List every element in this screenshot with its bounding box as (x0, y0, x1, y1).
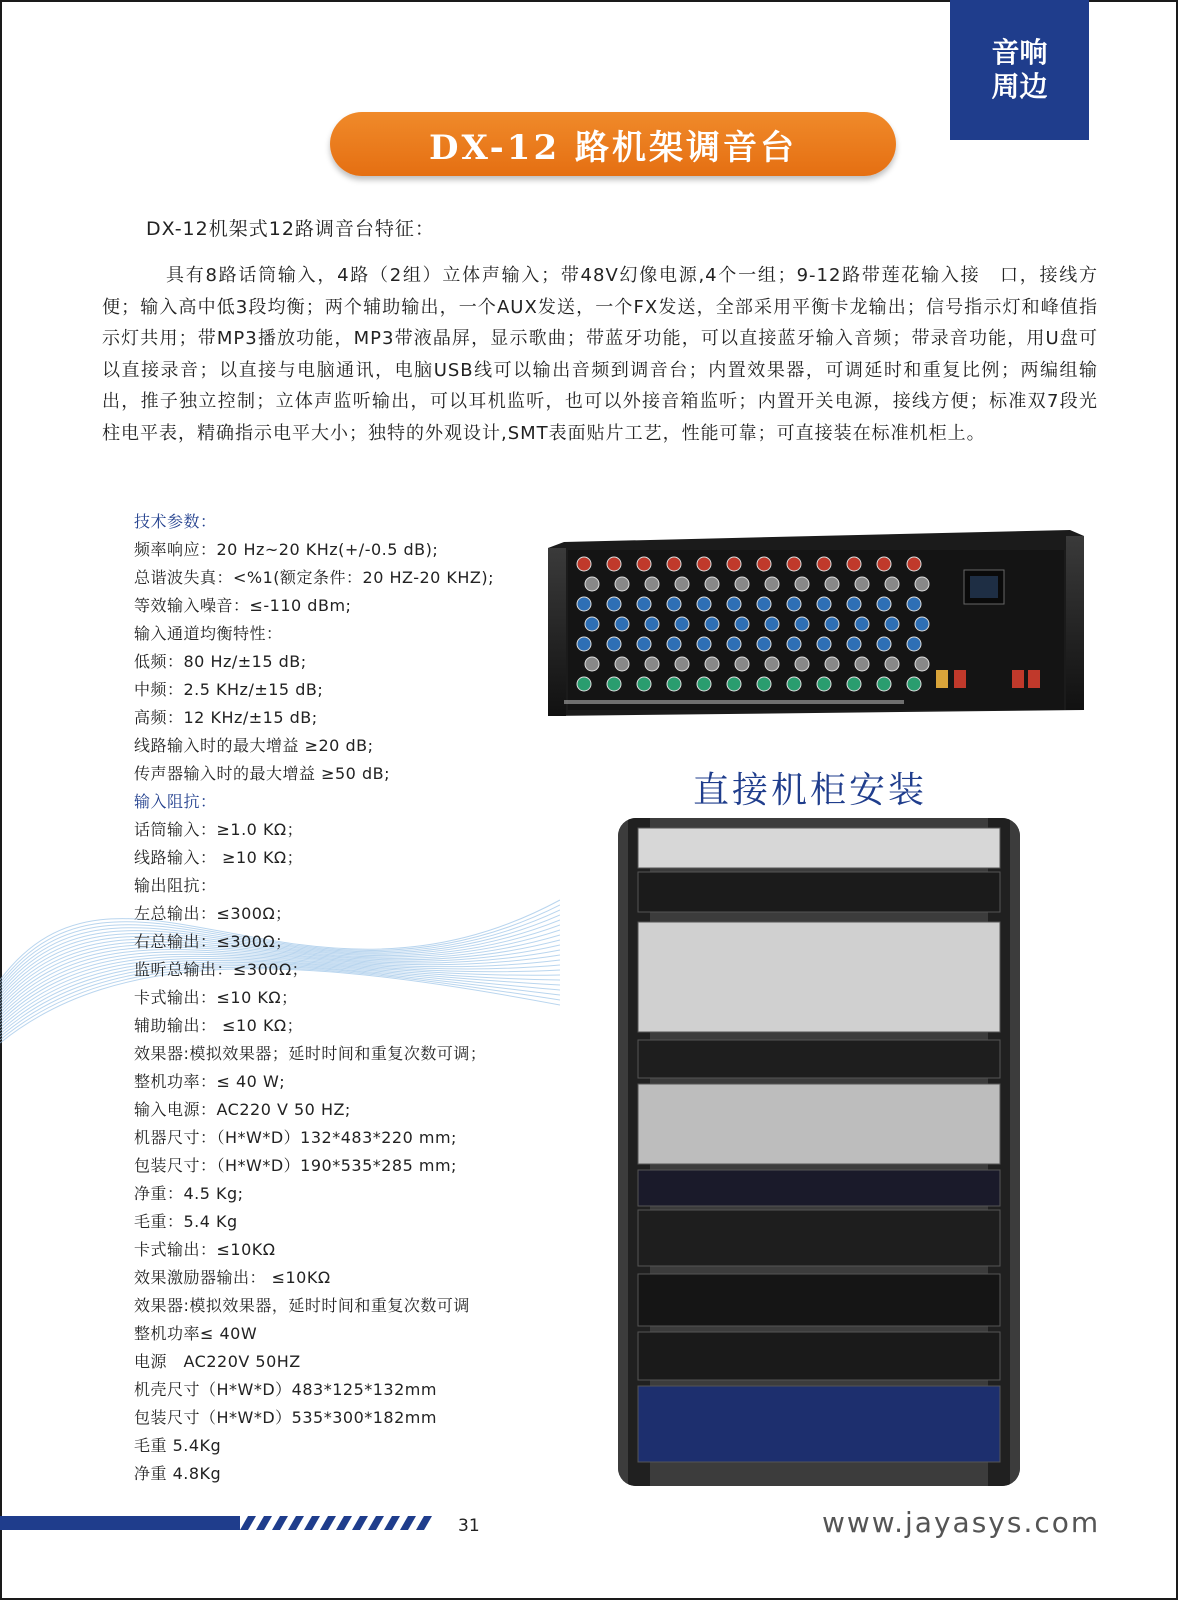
spec-row: 毛重：5.4 Kg (134, 1212, 238, 1231)
spec-row: 卡式输出：≤10KΩ (134, 1240, 276, 1259)
spec-row: 低频：80 Hz/±15 dB; (134, 652, 307, 671)
spec-row: 净重：4.5 Kg; (134, 1184, 244, 1203)
section-tab (950, 0, 1089, 140)
intro-body: 具有8路话筒输入，4路（2组）立体声输入；带48V幻像电源,4个一组；9-12路带莲花输入接 口，接线方便；输入高中低3段均衡；两个辅助输出，一个AUX发送，一个FX发送，全部采用平衡卡龙输出；信号指示灯和峰值指示灯共用；带MP3播放功能，MP3带液晶屏，显示歌曲；带蓝牙功能，可以直接蓝牙输入音频；带录音功能，用U盘可以直接录音；以直接与电脑通讯，电脑USB线可以输出音频到调音台；内置效果器，可调延时和重复比例；两编组输出，推子独立控制；立体声监听输出，可以耳机监听，也可以外接音箱监听；内置开关电源，接线方便；标准双7段光柱电平表，精确指示电平大小；独特的外观设计,SMT表面贴片工艺，性能可靠；可直接装在标准机柜上。 (102, 265, 1098, 444)
spec-row: 话筒输入：≥1.0 KΩ； (134, 820, 304, 839)
spec-row: 卡式输出：≤10 KΩ； (134, 988, 298, 1007)
spec-row: 机壳尺寸（H*W*D）483*125*132mm (134, 1380, 437, 1399)
spec-row: 频率响应：20 Hz~20 KHz(+/-0.5 dB); (134, 540, 439, 559)
spec-row: 输出阻抗： (134, 876, 217, 895)
section-tab-line1: 音响 (991, 36, 1048, 69)
spec-row: 线路输入时的最大增益 ≥20 dB; (134, 736, 374, 755)
spec-row: 线路输入： ≥10 KΩ； (134, 848, 304, 867)
footer-stripes (0, 1510, 435, 1536)
spec-row: 传声器输入时的最大增益 ≥50 dB; (134, 764, 390, 783)
title-banner (330, 112, 896, 176)
spec-row: 总谐波失真：<%1(额定条件：20 HZ-20 KHZ); (134, 568, 495, 587)
spec-row: 技术参数： (134, 512, 217, 531)
spec-row: 中频：2.5 KHz/±15 dB; (134, 680, 324, 699)
spec-row: 电源 AC220V 50HZ (134, 1352, 301, 1371)
intro-heading: DX-12机架式12路调音台特征： (146, 218, 435, 240)
spec-row: 效果激励器输出： ≤10KΩ (134, 1268, 331, 1287)
spec-row: 效果器:模拟效果器，延时时间和重复次数可调 (134, 1296, 470, 1315)
spec-row: 净重 4.8Kg (134, 1464, 222, 1483)
install-title: 直接机柜安装 (692, 770, 927, 811)
page-title: DX-12 路机架调音台 (429, 127, 797, 168)
spec-row: 右总输出：≤300Ω； (134, 932, 292, 951)
spec-row: 机器尺寸：（H*W*D）132*483*220 mm; (134, 1128, 457, 1147)
spec-row: 包装尺寸（H*W*D）535*300*182mm (134, 1408, 437, 1427)
website-url: www.jayasys.com (822, 1506, 1101, 1539)
spec-row: 整机功率：≤ 40 W; (134, 1072, 286, 1091)
spec-list (134, 508, 554, 1488)
spec-row: 输入通道均衡特性： (134, 624, 283, 643)
mixer-image (544, 530, 1090, 720)
spec-row: 辅助输出： ≤10 KΩ； (134, 1016, 304, 1035)
spec-row: 毛重 5.4Kg (134, 1436, 222, 1455)
spec-row: 高频：12 KHz/±15 dB; (134, 708, 318, 727)
spec-row: 等效输入噪音：≤-110 dBm; (134, 596, 352, 615)
page-number: 31 (458, 1516, 480, 1536)
spec-row: 监听总输出：≤300Ω； (134, 960, 309, 979)
spec-row: 效果器:模拟效果器；延时时间和重复次数可调； (134, 1044, 487, 1063)
spec-row: 左总输出：≤300Ω； (134, 904, 292, 923)
spec-row: 包装尺寸：（H*W*D）190*535*285 mm; (134, 1156, 457, 1175)
spec-row: 整机功率≤ 40W (134, 1324, 258, 1343)
rack-photo (618, 818, 1020, 1486)
spec-row: 输入阻抗： (134, 792, 217, 811)
section-tab-line2: 周边 (991, 70, 1048, 103)
spec-row: 输入电源：AC220 V 50 HZ; (134, 1100, 351, 1119)
